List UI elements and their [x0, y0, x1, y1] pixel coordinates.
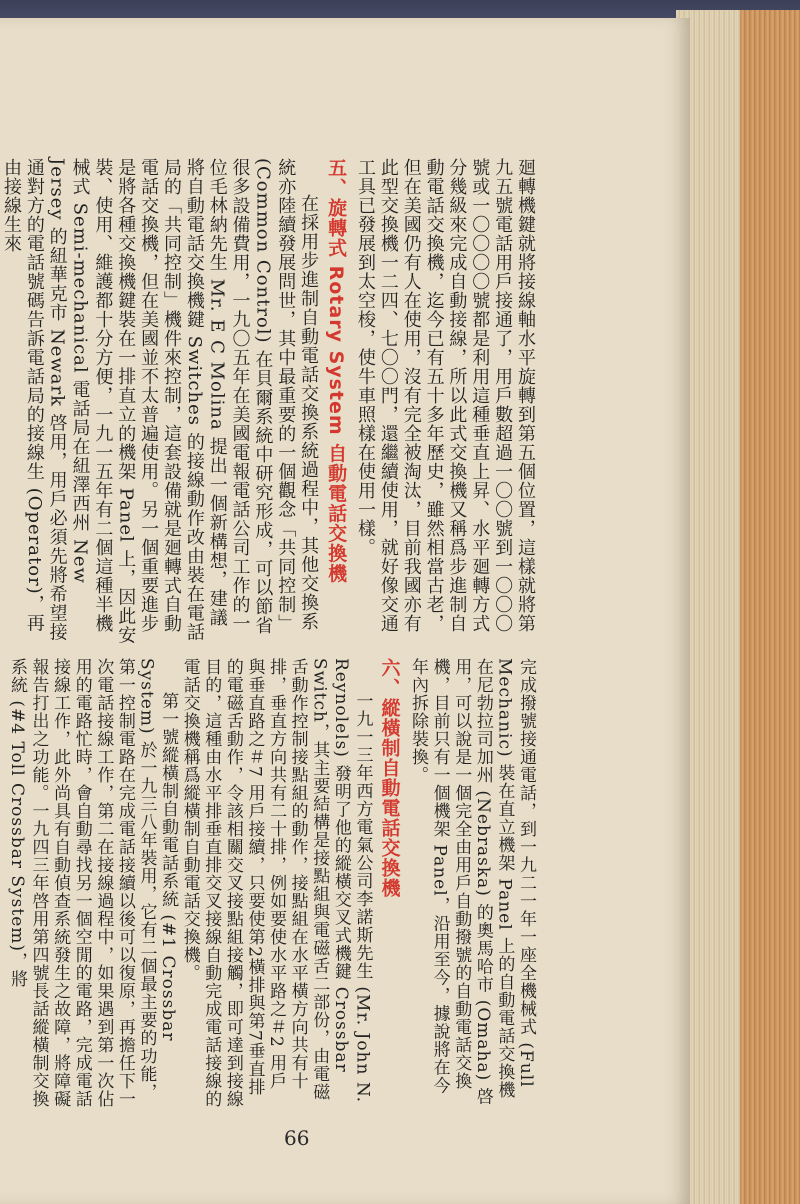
upper-text-block — [0, 158, 536, 646]
page-edges-red — [740, 10, 800, 1204]
page-number: 66 — [284, 1126, 310, 1150]
upper-paragraph-2: 在採用步進制自動電話交換系統過程中，其他交換系統亦陸續發展問世，其中最重要的一個觀念「共同控制」(Common Control) 在貝爾系統中研究形成，可以節省很多設備費用，一九〇五年在美國電報電話公司工作的一位毛林納先生 Mr. E C Molina 提出一個新構想，建議將自動電話交換機鍵 Switches 的接線動作改由裝在電話局的「共同控制」機件來控制，這套設備就是廻轉式自動電話交換機，但在美國並不太普遍使用。另一個重要進步是將各種交換機鍵裝在一排直立的機架 Panel 上，因此安裝、使用、維護都十分方便，一九一五年有二個這種半機械式 Semi-mechanical 電話局在紐澤西州 New Jersey 的紐華克市 Newark 啓用，用戶必須先將希望接通對方的電話號碼告訴電話局的接線生 (Operator)，再由接線生來 — [0, 158, 320, 645]
lower-paragraph-3: 第一號縱橫制自動電話系統 (#1 Crossbar System) 於一九三八年裝用，它有二個最主要的功能，第一控制電路在完成電話接續以後可以復原，再擔任下一次電話接線工作，第二在接線過程中，如果遇到第一次佔用的電路忙時，會自動尋找另一個空閒的電路，完成電話接線工作，此外尚具有自動偵查系統發生之故障，將障礙報告打出之功能。一九四三年啓用第四號長話縱橫制交換系統 (#4 Toll Crossbar System)，將 — [6, 658, 179, 1108]
section-heading-5: 五、旋轉式 Rotary System 自動電話交換機 — [325, 158, 348, 584]
lower-text-block — [0, 658, 536, 1108]
upper-paragraph-1: 廻轉機鍵就將接線軸水平旋轉到第五個位置，這樣就將第九五號電話用戶接通了，用戶數超過一〇〇號到一〇〇〇號或一〇〇〇〇號都是利用這種垂直上昇、水平廻轉方式分幾級來完成自動接線，所以此式交換機又稱爲步進制自動電話交換機，迄今已有五十多年歷史，雖然相當古老，但在美國仍有人在使用，沒有完全被淘汰，目前我國亦有此型交換機一二四、七〇〇門，還繼續使用，就好像交通工具已發展到太空梭，使牛車照樣在使用一樣。 — [354, 158, 536, 633]
page-edges — [676, 10, 800, 1204]
section-heading-6: 六、縱橫制自動電話交換機 — [378, 658, 401, 898]
book-page — [0, 18, 690, 1204]
lower-paragraph-2: 一九一三年西方電氣公司李諾斯先生 (Mr. John N. Reynolels) 發明了他的縱橫交叉式機鍵 Crossbar Switch，其主要結構是接點組與電磁舌二部份，由電磁舌動作控制接點組的動作，接點組在水平橫方向共有十排，垂直方向共有二十排，例如要使水平路之＃2 用戶與垂直路之＃7 用戶接續，只要使第2橫排與第7垂直排的電磁舌動作，令該相關交叉接點組接觸，即可達到接線目的，這種由水平排垂直排交叉接線自動完成電話接線的電話交換機稱爲縱橫制自動電話交換機。 — [179, 658, 373, 1108]
lower-paragraph-1: 完成撥號接通電話，到一九二一年一座全機械式 (Full Mechanic) 裝在直立機架 Panel 上的自動電話交換機在尼勃拉司加州 (Nebraska) 的奧馬哈市 (Omaha) 啓用，可以說是一個完全由用戶自動撥號的自動電話交換機，目前只有一個機架 Panel，沿用至今，據說將在今年內拆除裝換。 — [408, 658, 536, 1106]
